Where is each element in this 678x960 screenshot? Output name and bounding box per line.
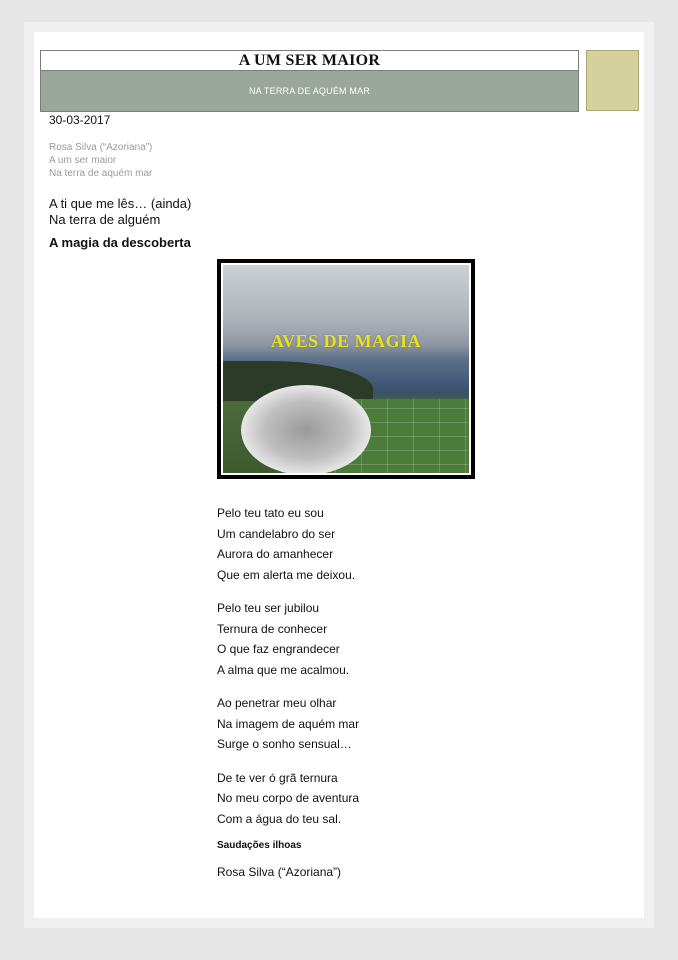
section-title: A magia da descoberta [49,235,191,250]
poem-line: Ao penetrar meu olhar [217,696,337,710]
meta-subtitle: Na terra de aquém mar [49,168,153,179]
poem-line: Com a água do teu sal. [217,811,342,826]
document-page [24,22,654,928]
decorative-side-box [586,50,639,111]
stanza [217,693,359,755]
meta-title: A um ser maior [49,155,117,166]
poem-line: Pelo teu ser jubilou [217,601,320,615]
page-title: A UM SER MAIOR [41,51,578,71]
signature: Rosa Silva (“Azoriana”) [217,865,342,879]
poem-line: Na imagem de aquém mar [217,716,360,731]
intro-block [49,196,191,228]
post-date: 30-03-2017 [49,113,111,127]
stanza [217,503,359,585]
intro-line: A ti que me lês… (ainda) [49,196,192,211]
poem-line: Um candelabro do ser [217,526,336,541]
meta-author: Rosa Silva (“Azoriana”) [49,142,153,153]
page-subtitle: NA TERRA DE AQUÉM MAR [41,71,578,111]
poem-line: De te ver ó grã ternura [217,770,338,785]
stanza [217,598,359,680]
poem-line: Que em alerta me deixou. [217,567,356,582]
poem-line: Surge o sonho sensual… [217,737,352,751]
landscape-photo [221,263,471,475]
poem-image [217,259,475,479]
poem-line: Aurora do amanhecer [217,547,334,561]
meta-block [49,141,152,180]
poem [217,503,359,879]
stanza [217,768,359,830]
header [40,50,579,112]
bird-vignette [241,385,371,475]
intro-line: Na terra de alguém [49,212,161,227]
poem-line: A alma que me acalmou. [217,662,350,677]
image-caption: AVES DE MAGIA [270,331,422,351]
poem-line: Ternura de conhecer [217,621,328,636]
poem-line: No meu corpo de aventura [217,791,360,805]
poem-line: Pelo teu tato eu sou [217,506,324,520]
greeting: Saudações ilhoas [217,840,302,851]
poem-line: O que faz engrandecer [217,642,340,656]
